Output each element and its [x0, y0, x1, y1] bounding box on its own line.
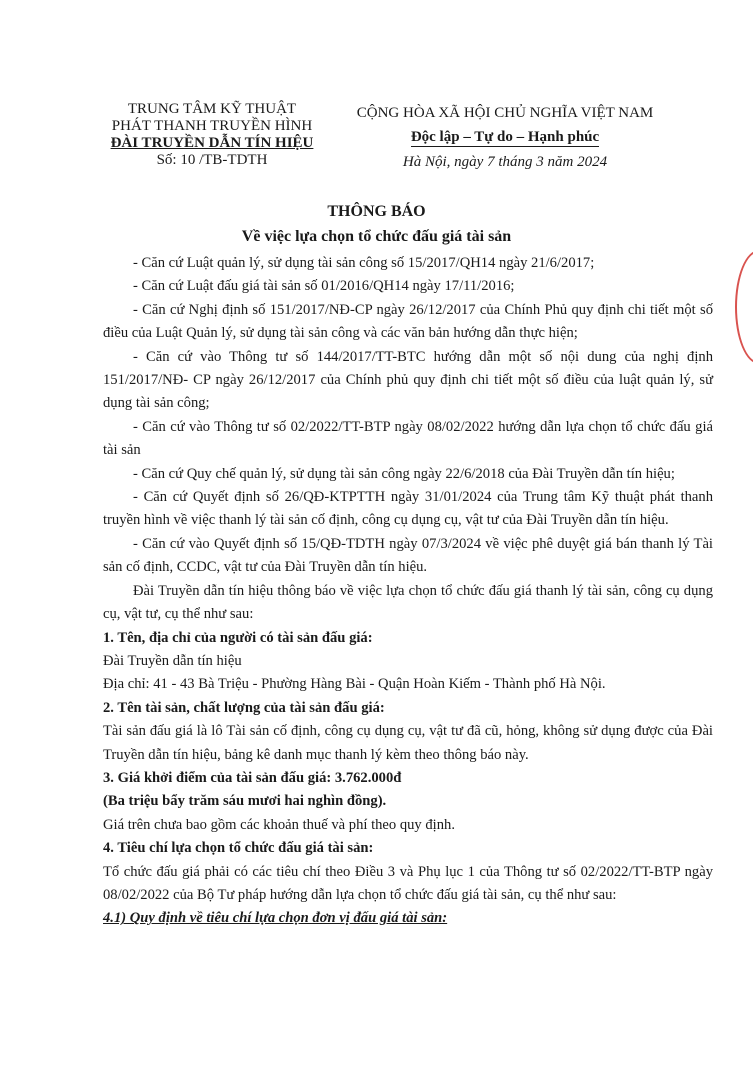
basis-item: - Căn cứ Luật quản lý, sử dụng tài sản công số 15/2017/QH14 ngày 21/6/2017;: [133, 255, 595, 271]
section-1-heading: 1. Tên, địa chỉ của người có tài sản đấu giá:: [103, 629, 373, 646]
national-heading: [340, 101, 670, 171]
issuer-block: [97, 101, 327, 169]
asset-description: Tài sản đấu giá là lô Tài sản cố định, công cụ dụng cụ, vật tư đã cũ, hỏng, không sử dụng được của Đài Truyền dẫn tín hiệu, bảng kê danh mục thanh lý kèm theo thông báo này.: [103, 723, 713, 763]
price-note: Giá trên chưa bao gồm các khoản thuế và phí theo quy định.: [103, 816, 455, 833]
document-title: THÔNG BÁO: [327, 203, 426, 220]
section-4-heading: 4. Tiêu chí lựa chọn tổ chức đấu giá tài sản:: [103, 840, 374, 857]
owner-address: Địa chỉ: 41 - 43 Bà Triệu - Phường Hàng Bài - Quận Hoàn Kiếm - Thành phố Hà Nội.: [103, 676, 606, 693]
basis-item: - Căn cứ vào Quyết định số 15/QĐ-TDTH ngày 07/3/2024 về việc phê duyệt giá bán thanh lý Tài sản cố định, CCDC, vật tư của Đài Truyền dẫn tín hiệu.: [103, 535, 713, 576]
basis-item: - Căn cứ Quy chế quản lý, sử dụng tài sản công ngày 22/6/2018 của Đài Truyền dẫn tín hiệu;: [133, 465, 675, 482]
basis-item: - Căn cứ vào Thông tư số 02/2022/TT-BTP ngày 08/02/2022 hướng dẫn lựa chọn tổ chức đấu giá tài sản: [103, 418, 713, 459]
section-2-heading: 2. Tên tài sản, chất lượng của tài sản đấu giá:: [103, 699, 385, 716]
document-subject: Về việc lựa chọn tổ chức đấu giá tài sản: [241, 228, 512, 245]
criteria-text: Tổ chức đấu giá phải có các tiêu chí theo Điều 3 và Phụ lục 1 của Thông tư số 02/2022/TT-BTP ngày 08/02/2022 của Bộ Tư pháp hướng dẫn lựa chọn tổ chức đấu giá tài sản, cụ thể như sau:: [103, 863, 713, 903]
national-motto: Độc lập – Tự do – Hạnh phúc: [410, 129, 600, 145]
intro-paragraph: Đài Truyền dẫn tín hiệu thông báo về việc lựa chọn tổ chức đấu giá thanh lý tài sản, công cụ dụng cụ, vật tư, cụ thể như sau:: [103, 582, 713, 623]
owner-name: Đài Truyền dẫn tín hiệu: [103, 652, 242, 669]
basis-item: - Căn cứ Nghị định số 151/2017/NĐ-CP ngày 26/12/2017 của Chính Phủ quy định chi tiết một số điều của Luật Quản lý, sử dụng tài sản công và các văn bản hướng dẫn thực hiện;: [103, 301, 713, 342]
starting-price-words: (Ba triệu bẩy trăm sáu mươi hai nghìn đồng).: [103, 793, 387, 810]
document-date: Hà Nội, ngày 7 tháng 3 năm 2024: [402, 154, 608, 170]
country-name: CỘNG HÒA XÃ HỘI CHỦ NGHĨA VIỆT NAM: [356, 105, 654, 121]
issuer-name: ĐÀI TRUYỀN DẪN TÍN HIỆU: [110, 135, 314, 151]
issuer-parent-org-line2: PHÁT THANH TRUYỀN HÌNH: [111, 118, 313, 134]
basis-item: - Căn cứ vào Thông tư số 144/2017/TT-BTC hướng dẫn một số nội dung của nghị định 151/2017/NĐ- CP ngày 26/12/2017 của Chính phủ quy định chi tiết một số điều của luật quản lý, sử dụng tài sản công;: [103, 348, 713, 412]
section-3-heading: 3. Giá khởi điểm của tài sản đấu giá: 3.762.000đ: [103, 769, 402, 786]
document-number: Số: 10 /TB-TDTH: [156, 152, 268, 168]
basis-item: - Căn cứ Luật đấu giá tài sản số 01/2016/QH14 ngày 17/11/2016;: [133, 278, 515, 295]
document-body: [103, 252, 713, 931]
issuer-parent-org: TRUNG TÂM KỸ THUẬT: [127, 101, 297, 117]
red-seal-stamp: [735, 250, 753, 364]
section-4-1-heading: 4.1) Quy định về tiêu chí lựa chọn đơn vị đấu giá tài sản:: [103, 910, 448, 927]
basis-item: - Căn cứ Quyết định số 26/QĐ-KTPTTH ngày 31/01/2024 của Trung tâm Kỹ thuật phát thanh truyền hình về việc thanh lý tài sản cố định, công cụ dụng cụ, vật tư của Đài Truyền dẫn tín hiệu.: [103, 489, 713, 529]
